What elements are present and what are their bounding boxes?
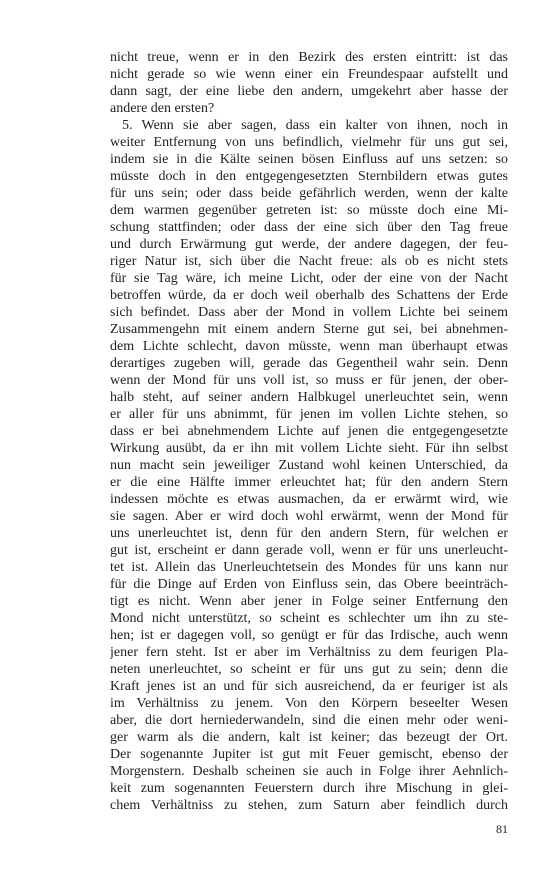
text-line: Morgenstern. Deshalb scheinen sie auch in Folge ihrer Aehnlich-	[110, 764, 508, 779]
text-line: Der sogenannte Jupiter ist gut mit Feuer gemischt, ebenso der	[110, 747, 508, 762]
text-line: tigt es nicht. Wenn aber jener in Folge seiner Entfernung den	[110, 594, 508, 609]
text-line: 5. Wenn sie aber sagen, dass ein kalter von ihnen, noch in	[122, 118, 508, 133]
text-line: aber, die dort herniederwandeln, sind die einen mehr oder weni-	[110, 713, 508, 728]
text-line: uns unerleuchtet ist, denn für den andern Stern, für welchen er	[110, 526, 508, 541]
text-line: halb steht, auf seiner andern Halbkugel unerleuchtet sein, wenn	[110, 390, 508, 405]
text-line: sich befindet. Dass aber der Mond in vollem Lichte bei seinem	[110, 305, 508, 320]
text-line: für uns sein; oder dass beide gefährlich werden, wenn der kalte	[110, 186, 508, 201]
text-line: Wirkung ausübt, da er ihn mit vollem Lichte sieht. Für ihn selbst	[110, 441, 508, 456]
text-line: Zusammengehn mit einem andern Sterne gut sei, bei abnehmen-	[110, 322, 508, 337]
text-line: nicht gerade so wie wenn einer ein Freundespaar aufstellt und	[110, 67, 508, 82]
text-line: jener fern steht. Ist er aber im Verhältniss zu dem feurigen Pla-	[110, 645, 508, 660]
text-line: tet ist. Allein das Unerleuchtetsein des Mondes für uns kann nur	[110, 560, 508, 575]
text-line: wenn der Mond für uns voll ist, so muss er für jenen, der ober-	[110, 373, 508, 388]
text-line: indem sie in die Kälte seinen bösen Einfluss auf uns setzen: so	[110, 152, 508, 167]
text-line: derartiges zugeben will, gerade das Gegentheil wahr sein. Denn	[110, 356, 508, 371]
text-line: nicht treue, wenn er in den Bezirk des ersten eintritt: ist das	[110, 50, 508, 65]
text-line: betroffen würde, da er doch weil oberhalb des Schattens der Erde	[110, 288, 508, 303]
text-line: riger Natur ist, sich über die Nacht freue: als ob es nicht stets	[110, 254, 508, 269]
text-line: er die eine Hälfte immer erleuchtet hat; für den andern Stern	[110, 475, 508, 490]
text-line: im Verhältniss zu jenem. Von den Körpern beseelter Wesen	[110, 696, 508, 711]
text-line: und durch Erwärmung gut werde, der andere dagegen, der feu-	[110, 237, 508, 252]
text-line: keit zum sogenannten Feuerstern durch ihre Mischung in glei-	[110, 781, 508, 796]
text-line: gut ist, erscheint er dann gerade voll, wenn er für uns unerleucht-	[110, 543, 508, 558]
text-line: für sie Tag wäre, ich meine Licht, oder der eine von der Nacht	[110, 271, 508, 286]
page-number: 81	[496, 822, 508, 836]
text-line: hen; ist er dagegen voll, so genügt er für das Irdische, auch wenn	[110, 628, 508, 643]
text-line: dann sagt, der eine liebe den andern, umgekehrt aber hasse der	[110, 84, 508, 99]
text-line: müsste doch in den entgegengesetzten Sternbildern etwas gutes	[110, 169, 508, 184]
text-line: dem Lichte schlecht, davon müsste, wenn man überhaupt etwas	[110, 339, 508, 354]
text-line: dem warmen gegenüber getreten ist: so müsste doch eine Mi-	[110, 203, 508, 218]
text-line: neten unerleuchtet, so scheint er für uns gut zu sein; denn die	[110, 662, 508, 677]
text-line: weiter Entfernung von uns befindlich, vielmehr für uns gut sei,	[110, 135, 508, 150]
text-line: andere den ersten?	[110, 101, 215, 116]
text-line: indessen möchte es etwas ausmachen, da er erwärmt wird, wie	[110, 492, 508, 507]
text-line: dass er bei abnehmendem Lichte auf jenen die entgegengesetzte	[110, 424, 508, 439]
text-line: ger warm als die andern, kalt ist keiner; das bezeugt der Ort.	[110, 730, 508, 745]
body-text	[110, 49, 508, 814]
text-line: er aller für uns abnimmt, für jenen im vollen Lichte stehen, so	[110, 407, 508, 422]
text-line: für die Dinge auf Erden von Einfluss sein, das Obere beeinträch-	[110, 577, 508, 592]
text-line: sie sagen. Aber er wird doch wohl erwärmt, wenn der Mond für	[110, 509, 508, 524]
text-line: Mond nicht unterstützt, so scheint es schlechter um ihn zu ste-	[110, 611, 508, 626]
text-line: schung stattfinden; oder dass der eine sich über den Tag freue	[110, 220, 508, 235]
text-line: Kraft jenes ist an und für sich ausreichend, da er feuriger ist als	[110, 679, 508, 694]
text-line: chem Verhältniss zu stehen, zum Saturn aber feindlich durch	[110, 798, 508, 813]
text-line: nun macht sein jeweiliger Zustand wohl keinen Unterschied, da	[110, 458, 508, 473]
